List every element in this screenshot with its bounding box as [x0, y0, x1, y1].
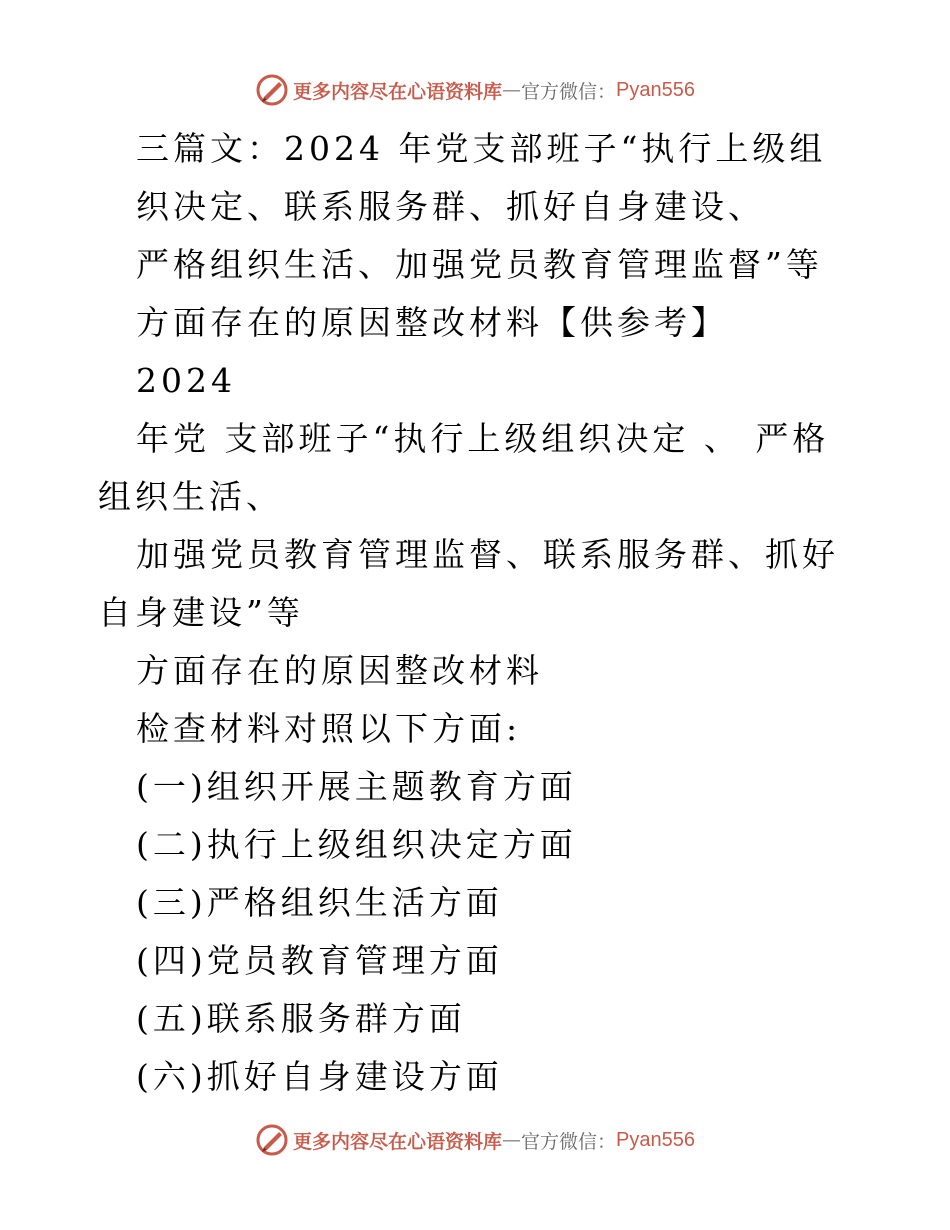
- header-banner: [0, 70, 950, 110]
- banner-separator: —: [502, 79, 522, 101]
- brand-logo-icon: [255, 1123, 289, 1157]
- intro-line: 检查材料对照以下方面:: [136, 709, 522, 748]
- banner-main-text: 更多内容尽在心语资料库: [293, 80, 503, 103]
- paragraph-2: 加强党员教育管理监督、联系服务群、抓好自身建设”等: [98, 535, 839, 632]
- banner-wechat-id: Pyan556: [616, 78, 695, 101]
- brand-logo-icon: [255, 73, 289, 107]
- banner-separator: —: [502, 1129, 522, 1151]
- title-line-4: 方面存在的原因整改材料【供参考】: [136, 303, 728, 342]
- list-item: (四)党员教育管理方面: [136, 941, 503, 980]
- list-item: (二)执行上级组织决定方面: [136, 825, 577, 864]
- banner-wechat-label: 官方微信：: [521, 80, 617, 103]
- footer-banner: [0, 1120, 950, 1160]
- list-item: (五)联系服务群方面: [136, 999, 466, 1038]
- banner-wechat-label: 官方微信：: [521, 1130, 617, 1153]
- title-line-1: 三篇文：2024 年党支部班子“执行上级组: [136, 129, 827, 168]
- year-line: 2024: [136, 361, 236, 400]
- list-item: (三)严格组织生活方面: [136, 883, 503, 922]
- list-item: (一)组织开展主题教育方面: [136, 767, 577, 806]
- banner-wechat-id: Pyan556: [616, 1128, 695, 1151]
- title-line-3: 严格组织生活、加强党员教育管理监督”等: [136, 245, 823, 284]
- banner-main-text: 更多内容尽在心语资料库: [293, 1130, 503, 1153]
- paragraph-3: 方面存在的原因整改材料: [136, 651, 543, 690]
- paragraph-1: 年党 支部班子“执行上级组织决定 、 严格组织生活、: [98, 419, 830, 516]
- title-line-2: 织决定、联系服务群、抓好自身建设、: [136, 187, 765, 226]
- document-body: [98, 120, 858, 1106]
- list-item: (六)抓好自身建设方面: [136, 1057, 503, 1096]
